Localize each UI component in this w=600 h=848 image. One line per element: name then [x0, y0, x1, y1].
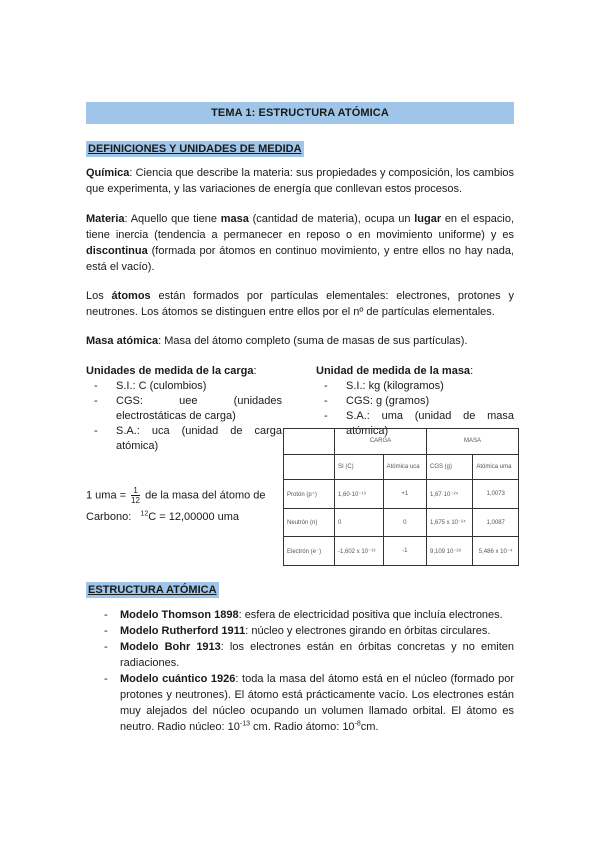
units-table	[283, 428, 519, 566]
table-group-masa: MASA	[426, 429, 518, 455]
table-cell: -1,602 x 10⁻¹⁹	[335, 537, 384, 566]
exponent-nucleus: -13	[239, 720, 250, 728]
table-cell: 0	[383, 508, 426, 537]
list-item	[86, 623, 514, 639]
model-description-end: cm.	[360, 721, 379, 733]
exponent-atom: -8	[354, 720, 361, 728]
fraction-denominator: 12	[131, 496, 141, 505]
uma-formula-carbon-value: C = 12,00000 uma	[148, 511, 240, 523]
table-subheader-empty	[284, 454, 335, 480]
masa-units-colon: :	[470, 365, 474, 377]
model-name: Modelo cuántico 1926	[120, 673, 236, 685]
materia-bold-lugar: lugar	[414, 213, 442, 225]
model-name: Modelo Thomson 1898	[120, 609, 239, 621]
table-row	[284, 537, 519, 566]
uma-formula-lhs: 1 uma =	[86, 489, 130, 502]
table-cell: 9,109 10⁻²⁸	[426, 537, 472, 566]
list-item: - CGS: g (gramos)	[316, 394, 514, 409]
term-quimica: Química	[86, 167, 130, 179]
table-cell: 1,675 x 10⁻²⁴	[426, 508, 472, 537]
model-name: Modelo Rutherford 1911	[120, 625, 246, 637]
materia-text-3: en el espacio, tiene inercia (tendencia a permanecer en reposo o en movimiento uniforme) y es	[86, 213, 514, 241]
table-subheader: SI (C)	[335, 454, 384, 480]
list-item	[86, 671, 514, 735]
table-cell: +1	[383, 480, 426, 509]
modelos-list	[86, 607, 514, 735]
table-cell: Neutrón (n)	[284, 508, 335, 537]
table-cell: 5,486 x 10⁻⁴	[473, 537, 519, 566]
table-cell: Protón (p⁺)	[284, 480, 335, 509]
table-corner-cell	[284, 429, 335, 455]
fraction-numerator: 1	[131, 486, 140, 496]
table-subheader: Atómica uca	[383, 454, 426, 480]
model-name: Modelo Bohr 1913	[120, 641, 221, 653]
paragraph-masa-atomica	[86, 333, 514, 349]
table-cell: 1,0073	[473, 480, 519, 509]
table-cell: 1,0087	[473, 508, 519, 537]
carga-units-heading: Unidades de medida de la carga	[86, 365, 254, 377]
materia-bold-masa: masa	[220, 213, 249, 225]
uma-formula-line-2	[86, 509, 266, 525]
materia-text-1: : Aquello que tiene	[124, 213, 221, 225]
list-item	[86, 639, 514, 671]
table-subheader-row	[284, 454, 519, 480]
carbon-isotope-superscript: 12	[140, 510, 149, 518]
section-heading-estructura: ESTRUCTURA ATÓMICA	[88, 584, 217, 596]
table-cell: 0	[335, 508, 384, 537]
table-subheader: Atómica uma	[473, 454, 519, 480]
carga-units-colon: :	[253, 365, 257, 377]
list-item: - S.I.: C (culombios)	[86, 379, 282, 394]
uma-formula-carbono-label: Carbono:	[86, 511, 132, 523]
paragraph-materia	[86, 211, 514, 275]
masa-atomica-text: : Masa del átomo completo (suma de masas de sus partículas).	[158, 335, 468, 347]
list-item: - CGS: uee (unidades electrostáticas de carga)	[86, 394, 282, 424]
section-heading-definiciones: DEFINICIONES Y UNIDADES DE MEDIDA	[88, 143, 302, 155]
uma-formula	[86, 486, 266, 525]
table-cell: 1,67·10⁻²⁴	[426, 480, 472, 509]
model-description: : esfera de electricidad positiva que incluía electrones.	[238, 609, 503, 621]
list-item: - S.I.: kg (kilogramos)	[316, 379, 514, 394]
carga-units-heading-line	[86, 364, 282, 379]
table-header-row	[284, 429, 519, 455]
list-item: - S.A.: uma (unidad de masa atómica)	[316, 409, 514, 439]
fraction-one-twelfth	[131, 486, 140, 505]
quimica-text: : Ciencia que describe la materia: sus propiedades y composición, los cambios que experimenta, y las variaciones de energía que conllevan estos procesos.	[86, 167, 514, 195]
table-row	[284, 508, 519, 537]
paragraph-quimica	[86, 165, 514, 197]
term-masa-atomica: Masa atómica	[86, 335, 159, 347]
list-item	[86, 607, 514, 623]
page-title: TEMA 1: ESTRUCTURA ATÓMICA	[86, 102, 514, 124]
carga-units-list	[86, 379, 282, 454]
table-cell: 1,60·10⁻¹⁹	[335, 480, 384, 509]
materia-text-2: (cantidad de materia), ocupa un	[248, 213, 415, 225]
table-cell: -1	[383, 537, 426, 566]
carga-units-block	[86, 364, 282, 454]
atomos-text-2: están formados por partículas elementales: electrones, protones y neutrones. Los átomos se distinguen entre ellos por el nº de partículas elementales.	[86, 290, 514, 318]
paragraph-atomos	[86, 288, 514, 320]
model-description-cont: cm. Radio átomo: 10	[250, 721, 355, 733]
model-description: : toda la masa del átomo está en el núcleo (formado por protones y neutrones). El átomo está prácticamente vacío. Los electrones están muy alejados del núcleo ocupando un volumen llamado orbital. El átomo es neutro. Radio núcleo: 10	[120, 673, 514, 733]
uma-formula-line-1	[86, 486, 266, 505]
model-description: : los electrones están en órbitas concretas y no emiten radiaciones.	[120, 641, 514, 669]
table-subheader: CGS (g)	[426, 454, 472, 480]
masa-units-heading-line	[316, 364, 514, 379]
list-item: - S.A.: uca (unidad de carga atómica)	[86, 424, 282, 454]
materia-bold-discontinua: discontinua	[86, 245, 148, 257]
atomos-text-1: Los	[86, 290, 112, 302]
table-row	[284, 480, 519, 509]
uma-formula-rhs: de la masa del átomo de	[142, 489, 266, 502]
materia-text-4: (formada por átomos en continuo movimiento, y entre ellos no hay nada, está el vacío).	[86, 245, 514, 273]
atomos-bold: átomos	[111, 290, 151, 302]
table-cell: Electrón (e⁻)	[284, 537, 335, 566]
term-materia: Materia	[86, 213, 125, 225]
model-description: : núcleo y electrones girando en órbitas circulares.	[245, 625, 491, 637]
masa-units-heading: Unidad de medida de la masa	[316, 365, 471, 377]
table-group-carga: CARGA	[335, 429, 427, 455]
